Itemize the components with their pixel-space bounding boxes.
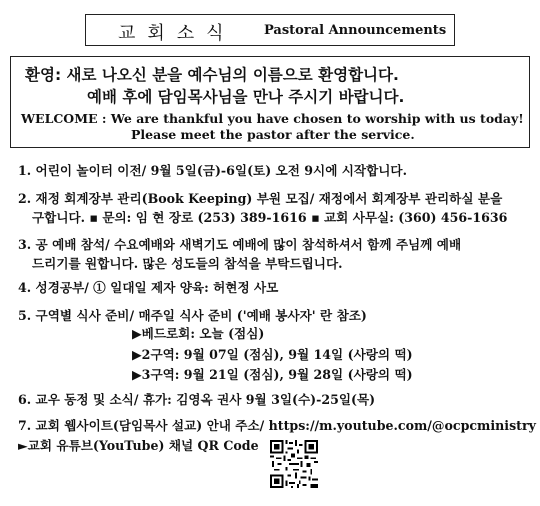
qr-code-icon[interactable] <box>270 440 318 488</box>
welcome-box <box>10 56 530 148</box>
title-english: Pastoral Announcements <box>264 23 447 38</box>
meal-group-peter: ▶베드로회: 오늘 (점심) <box>132 326 265 341</box>
title-korean: 교회소식 <box>118 23 236 44</box>
announcement-3: 3. 공 예배 참석/ 수요예배와 새벽기도 예배에 많이 참석하셔서 함께 주님께 예배 <box>18 237 462 252</box>
announcement-3-continued: 드리기를 원합니다. 많은 성도들의 참석을 부탁드립니다. <box>32 256 343 271</box>
welcome-korean-line-1: 환영: 새로 나오신 분을 예수님의 이름으로 환영합니다. <box>25 66 399 84</box>
welcome-korean-line-2: 예배 후에 담임목사님을 만나 주시기 바랍니다. <box>87 88 405 106</box>
announcement-1: 1. 어린이 놀이터 이전/ 9월 5일(금)-6일(토) 오전 9시에 시작합니다. <box>18 163 407 178</box>
welcome-english-line-2: Please meet the pastor after the service. <box>131 127 415 142</box>
announcement-5: 5. 구역별 식사 준비/ 매주일 식사 준비 ('예배 봉사자' 란 참조) <box>18 308 367 323</box>
announcement-6: 6. 교우 동정 및 소식/ 휴가: 김영옥 권사 9월 3일(수)-25일(목) <box>18 392 376 407</box>
youtube-qr-label: ►교회 유튜브(YouTube) 채널 QR Code <box>18 438 259 453</box>
welcome-english-line-1: WELCOME : We are thankful you have chosen to worship with us today! <box>21 111 524 126</box>
announcement-7[interactable]: 7. 교회 웹사이트(담임목사 설교) 안내 주소/ https://m.youtube.com/@ocpcministry <box>18 418 536 433</box>
meal-group-2: ▶2구역: 9월 07일 (점심), 9월 14일 (사랑의 떡) <box>132 347 413 362</box>
meal-group-3: ▶3구역: 9월 21일 (점심), 9월 28일 (사랑의 떡) <box>132 367 413 382</box>
announcement-2-contact: 구합니다. ▪ 문의: 임 현 장로 (253) 389-1616 ▪ 교회 사무실: (360) 456-1636 <box>32 210 508 225</box>
title-box <box>85 14 455 46</box>
announcement-2: 2. 재정 회계장부 관리(Book Keeping) 부원 모집/ 재정에서 회계장부 관리하실 분을 <box>18 191 503 206</box>
announcement-4: 4. 성경공부/ ① 일대일 제자 양육: 허현정 사모 <box>18 280 279 295</box>
